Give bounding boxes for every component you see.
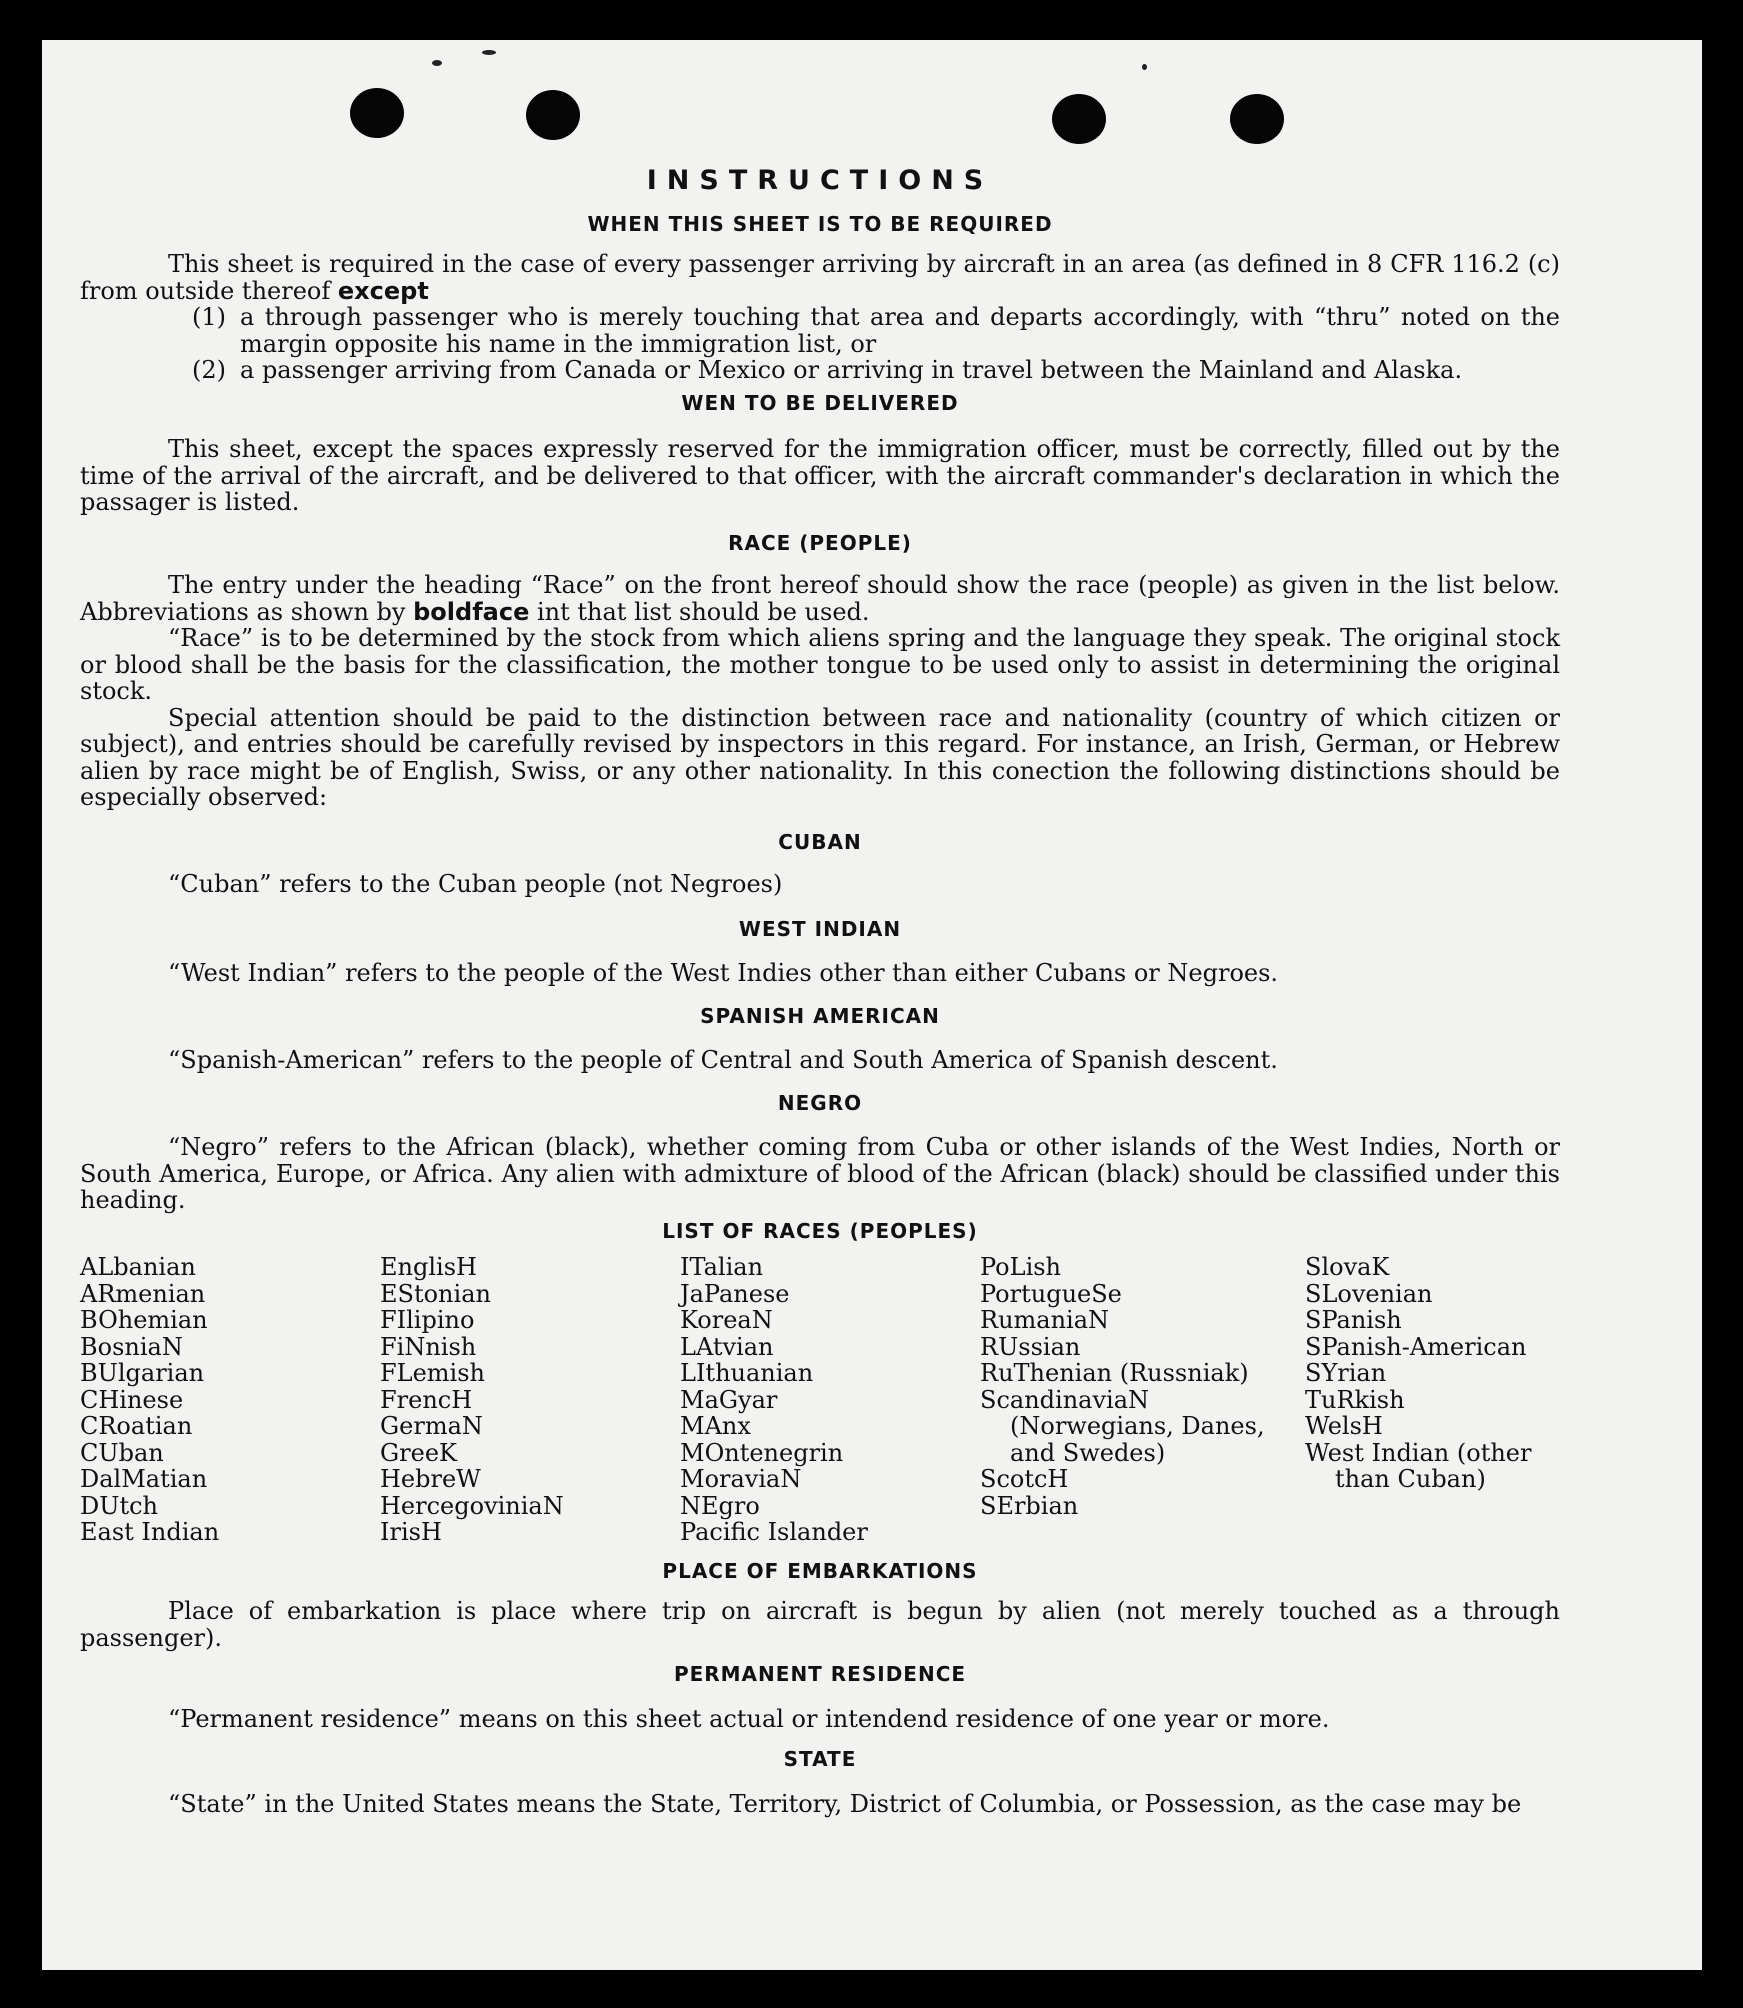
required-item-1: (1) a through passenger who is merely touching that area and departs accordingly, with “thru” noted on the margin opposite his name in the immigration list, or — [192, 303, 1560, 358]
heading-list-of-races: LIST OF RACES (PEOPLES) — [662, 1218, 978, 1243]
punch-hole — [526, 90, 580, 140]
ink-speck — [482, 50, 496, 55]
heading-cuban: CUBAN — [778, 829, 862, 854]
cuban-text: “Cuban” refers to the Cuban people (not Negroes) — [168, 870, 783, 898]
spanish-american-text: “Spanish-American” refers to the people of Central and South America of Spanish descent. — [168, 1046, 1278, 1074]
race-item: RuThenian (Russniak) — [980, 1359, 1249, 1387]
document-page — [42, 40, 1702, 1970]
race-item: HercegoviniaN — [380, 1491, 564, 1520]
race-item: CRoatian — [80, 1412, 193, 1440]
race-item: SlovaK — [1305, 1253, 1390, 1281]
race-item: BUlgarian — [80, 1359, 205, 1387]
punch-hole — [350, 88, 404, 138]
punch-hole — [1230, 94, 1284, 144]
race-item: LIthuanian — [680, 1359, 814, 1387]
heading-state: STATE — [783, 1747, 857, 1771]
heading-negro: NEGRO — [777, 1090, 863, 1115]
heading-required: WHEN THIS SHEET IS TO BE REQUIRED — [587, 211, 1053, 236]
race-item: PoLish — [980, 1253, 1062, 1281]
race-item: MAnx — [680, 1412, 751, 1440]
race-item: BosniaN — [80, 1332, 183, 1361]
race-item: FLemish — [380, 1359, 485, 1387]
heading-embarkation: PLACE OF EMBARKATIONS — [662, 1558, 978, 1583]
race-item: ITalian — [680, 1253, 764, 1281]
races-column-3 — [680, 1254, 980, 1546]
races-column-2 — [380, 1254, 680, 1546]
page-title: INSTRUCTIONS — [646, 165, 994, 196]
race-item: PortugueSe — [980, 1279, 1122, 1308]
race-item: GermaN — [380, 1412, 483, 1440]
races-column-4 — [980, 1254, 1305, 1546]
instructions-content — [80, 165, 1560, 1818]
heading-delivered: WEN TO BE DELIVERED — [681, 390, 959, 415]
race-item: SPanish-American — [1305, 1332, 1527, 1361]
race-item: ALbanian — [80, 1253, 196, 1281]
ink-speck — [1142, 64, 1147, 70]
heading-spanish-american: SPANISH AMERICAN — [700, 1003, 940, 1028]
required-intro: This sheet is required in the case of every passenger arriving by aircraft in an area (as defined in 8 CFR 116.2 (c) from outside thereof except — [80, 250, 1560, 305]
races-column-1 — [80, 1254, 380, 1546]
west-indian-text: “West Indian” refers to the people of the West Indies other than either Cubans or Negroes. — [168, 959, 1279, 987]
race-item: FIlipino — [380, 1306, 475, 1334]
race-paragraph-1: The entry under the heading “Race” on the front hereof should show the race (people) as given in the list below. Abbreviations as shown by boldface int that list should be used. — [80, 571, 1560, 626]
races-list — [80, 1254, 1560, 1546]
race-item: RUssian — [980, 1332, 1081, 1361]
race-item: WelsH — [1305, 1412, 1383, 1440]
race-item: KoreaN — [680, 1306, 773, 1334]
race-paragraph-3: Special attention should be paid to the distinction between race and nationality (country of which citizen or subject), and entries should be carefully revised by inspectors in this regard. For instance, an Irish, German, or Hebrew alien by race might be of English, Swiss, or any other nationality. In this conection the following distinctions should be especially observed: — [80, 703, 1560, 811]
race-item: ARmenian — [80, 1279, 206, 1308]
race-item: DUtch — [80, 1491, 159, 1520]
race-item: FiNnish — [380, 1332, 477, 1361]
race-item: SLovenian — [1305, 1279, 1433, 1308]
heading-residence: PERMANENT RESIDENCE — [673, 1662, 967, 1686]
ink-speck — [432, 60, 442, 66]
race-item: ScandinaviaN (Norwegians, Danes, and Swedes) — [980, 1385, 1265, 1467]
state-text: “State” in the United States means the State, Territory, District of Columbia, or Possession, as the case may be — [168, 1789, 1522, 1818]
race-item: East Indian — [80, 1518, 220, 1546]
race-paragraph-2: “Race” is to be determined by the stock from which aliens spring and the language they speak. The original stock or blood shall be the basis for the classification, the mother tongue to be used only to assist in determining the original stock. — [80, 624, 1560, 705]
race-item: IrisH — [380, 1518, 442, 1546]
race-item: West Indian (other than Cuban) — [1305, 1438, 1532, 1493]
residence-text: “Permanent residence” means on this sheet actual or intendend residence of one year or more. — [168, 1704, 1330, 1733]
race-item: JaPanese — [680, 1279, 790, 1308]
race-item: SYrian — [1305, 1359, 1387, 1387]
race-item: HebreW — [380, 1465, 481, 1493]
race-item: CUban — [80, 1438, 164, 1467]
race-item: RumaniaN — [980, 1306, 1110, 1334]
race-item: SPanish — [1305, 1306, 1402, 1334]
delivered-text: This sheet, except the spaces expressly reserved for the immigration officer, must be correctly, filled out by the time of the arrival of the aircraft, and be delivered to that officer, with the aircraft commander's declaration in which the passager is listed. — [80, 435, 1560, 516]
race-item: MaGyar — [680, 1385, 778, 1414]
race-item: SErbian — [980, 1491, 1079, 1520]
race-item: MoraviaN — [680, 1465, 802, 1493]
race-item: LAtvian — [680, 1332, 774, 1361]
race-item: BOhemian — [80, 1306, 208, 1334]
heading-west-indian: WEST INDIAN — [738, 916, 902, 941]
race-item: EStonian — [380, 1279, 491, 1308]
race-item: MOntenegrin — [680, 1438, 844, 1467]
punch-hole — [1052, 94, 1106, 144]
race-item: CHinese — [80, 1385, 184, 1414]
race-item: GreeK — [380, 1438, 457, 1467]
race-item: Pacific Islander — [680, 1518, 868, 1546]
race-item: DalMatian — [80, 1465, 208, 1493]
race-item: NEgro — [680, 1491, 760, 1520]
race-item: ScotcH — [980, 1465, 1069, 1493]
required-item-2: (2) a passenger arriving from Canada or Mexico or arriving in travel between the Mainland and Alaska. — [192, 356, 1463, 384]
race-item: TuRkish — [1305, 1385, 1405, 1414]
embarkation-text: Place of embarkation is place where trip on aircraft is begun by alien (not merely touched as a through passenger). — [80, 1597, 1560, 1652]
races-column-5 — [1305, 1254, 1560, 1546]
race-item: EnglisH — [380, 1253, 477, 1281]
race-item: FrencH — [380, 1385, 473, 1414]
heading-race: RACE (PEOPLE) — [728, 530, 912, 555]
negro-text: “Negro” refers to the African (black), whether coming from Cuba or other islands of the West Indies, North or South America, Europe, or Africa. Any alien with admixture of blood of the African (black) should be classified under this heading. — [80, 1133, 1560, 1214]
